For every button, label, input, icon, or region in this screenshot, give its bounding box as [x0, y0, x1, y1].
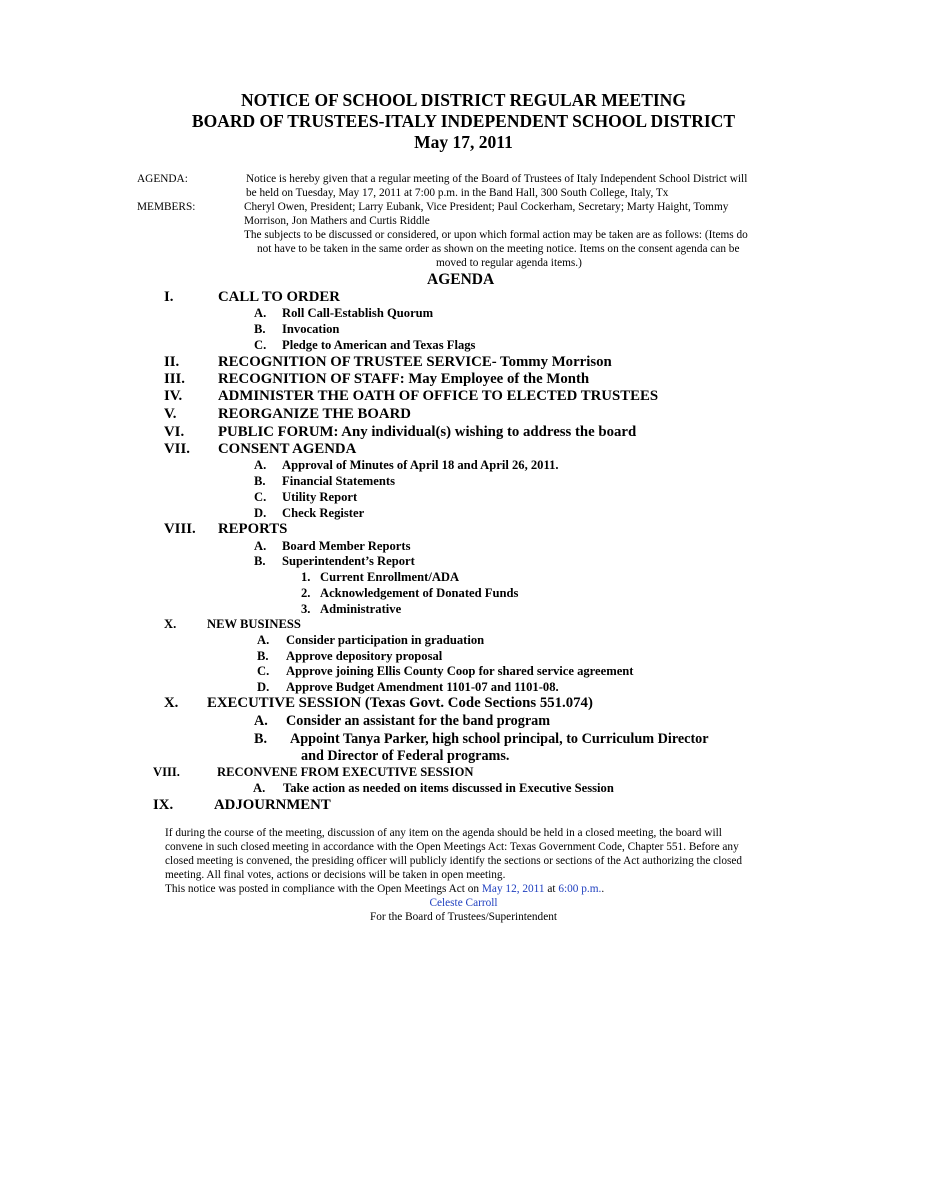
agenda-heading: AGENDA	[427, 271, 495, 288]
sub-ellis-county-coop: Approve joining Ellis County Coop for shared service agreement	[286, 664, 634, 678]
item-adjournment: ADJOURNMENT	[214, 797, 331, 813]
sub-letter: C.	[254, 490, 267, 504]
sub-invocation: Invocation	[282, 322, 340, 336]
item-reorganize-board: REORGANIZE THE BOARD	[218, 406, 411, 422]
item-reports: REPORTS	[218, 521, 288, 537]
agenda-label: AGENDA:	[137, 173, 188, 185]
posting-suffix: .	[601, 883, 605, 895]
sub-graduation: Consider participation in graduation	[286, 633, 485, 647]
item-staff-recognition: RECOGNITION OF STAFF: May Employee of the Month	[218, 371, 590, 387]
sub-letter: B.	[254, 554, 266, 568]
sub-letter: D.	[254, 506, 267, 520]
item-new-business: NEW BUSINESS	[207, 617, 301, 631]
sub-number: 3.	[301, 602, 311, 616]
item-executive-session: EXECUTIVE SESSION (Texas Govt. Code Sections 551.074)	[207, 695, 593, 711]
item-reconvene: RECONVENE FROM EXECUTIVE SESSION	[217, 765, 474, 779]
sub-utility-report: Utility Report	[282, 490, 358, 504]
sub-letter: A.	[254, 539, 267, 553]
closed-meeting-notice-line2: convene in such closed meeting in accordance with the Open Meetings Act: Texas Government Code, Chapter 551. Before any	[165, 841, 739, 853]
sub-letter: A.	[254, 306, 267, 320]
posting-time: 6:00 p.m.	[558, 883, 602, 895]
sub-letter: A.	[257, 633, 270, 647]
closed-meeting-notice-line1: If during the course of the meeting, discussion of any item on the agenda should be held in a closed meeting, the board will	[165, 827, 722, 839]
sub-pledge: Pledge to American and Texas Flags	[282, 338, 476, 352]
signer-role: For the Board of Trustees/Superintendent	[369, 911, 557, 923]
item-number: VIII.	[164, 521, 196, 537]
sub-depository: Approve depository proposal	[286, 649, 443, 663]
posting-at: at	[544, 883, 559, 895]
item-number: IV.	[164, 388, 183, 404]
subjects-line1: The subjects to be discussed or considered, or upon which formal action may be taken are as follows: (Items do	[244, 229, 748, 241]
sub-superintendent-report: Superintendent’s Report	[282, 554, 415, 568]
sub-number: 1.	[301, 570, 311, 584]
item-trustee-recognition: RECOGNITION OF TRUSTEE SERVICE- Tommy Morrison	[218, 354, 612, 370]
closed-meeting-notice-line3: closed meeting is convened, the presiding officer will publicly identify the sections or sections of the Act authorizing the closed	[165, 855, 743, 867]
sub-letter: C.	[254, 338, 267, 352]
signer-name: Celeste Carroll	[429, 897, 498, 909]
item-number: X.	[164, 695, 179, 711]
item-number: III.	[164, 371, 185, 387]
subjects-line3: moved to regular agenda items.)	[436, 257, 582, 269]
subjects-line2: not have to be taken in the same order as shown on the meeting notice. Items on the consent agenda can be	[257, 243, 740, 255]
item-number: II.	[164, 354, 180, 370]
sub-appoint-parker-cont: and Director of Federal programs.	[301, 748, 510, 764]
sub-enrollment: Current Enrollment/ADA	[320, 570, 460, 584]
notice-title: NOTICE OF SCHOOL DISTRICT REGULAR MEETING	[241, 90, 686, 110]
sub-number: 2.	[301, 586, 311, 600]
item-number: VI.	[164, 424, 185, 440]
sub-letter: A.	[253, 781, 266, 795]
sub-letter: D.	[257, 680, 270, 694]
sub-minutes: Approval of Minutes of April 18 and April 26, 2011.	[282, 458, 559, 472]
sub-donated-funds: Acknowledgement of Donated Funds	[320, 586, 519, 600]
sub-letter: C.	[257, 664, 270, 678]
item-number: IX.	[153, 797, 174, 813]
sub-letter: B.	[254, 474, 266, 488]
item-number: VII.	[164, 441, 190, 457]
sub-appoint-parker: Appoint Tanya Parker, high school principal, to Curriculum Director	[290, 731, 709, 747]
item-number: I.	[164, 289, 174, 305]
item-number: V.	[164, 406, 177, 422]
board-title: BOARD OF TRUSTEES-ITALY INDEPENDENT SCHOOL DISTRICT	[191, 111, 736, 131]
posting-prefix: This notice was posted in compliance with the Open Meetings Act on	[165, 883, 482, 895]
sub-financial-statements: Financial Statements	[282, 474, 395, 488]
sub-administrative: Administrative	[320, 602, 402, 616]
posting-date: May 12, 2011	[481, 883, 545, 895]
sub-take-action: Take action as needed on items discussed in Executive Session	[283, 781, 614, 795]
item-oath-of-office: ADMINISTER THE OATH OF OFFICE TO ELECTED TRUSTEES	[218, 388, 659, 404]
sub-roll-call: Roll Call-Establish Quorum	[282, 306, 434, 320]
item-consent-agenda: CONSENT AGENDA	[218, 441, 357, 457]
sub-letter: B.	[254, 731, 268, 747]
sub-board-member-reports: Board Member Reports	[282, 539, 411, 553]
sub-letter: A.	[254, 713, 268, 729]
closed-meeting-notice-line4: meeting. All final votes, actions or decisions will be taken in open meeting.	[165, 869, 506, 881]
sub-letter: A.	[254, 458, 267, 472]
item-number: X.	[164, 617, 177, 631]
item-call-to-order: CALL TO ORDER	[218, 289, 340, 305]
meeting-date: May 17, 2011	[414, 132, 513, 152]
agenda-text-line1: Notice is hereby given that a regular meeting of the Board of Trustees of Italy Independent School District will	[246, 173, 748, 185]
members-label: MEMBERS:	[137, 201, 196, 213]
sub-band-assistant: Consider an assistant for the band program	[286, 713, 551, 729]
item-number: VIII.	[153, 765, 180, 779]
sub-letter: B.	[254, 322, 266, 336]
agenda-text-line2: be held on Tuesday, May 17, 2011 at 7:00 p.m. in the Band Hall, 300 South College, Italy, Tx	[246, 187, 669, 199]
posting-notice	[165, 882, 604, 896]
item-public-forum: PUBLIC FORUM: Any individual(s) wishing to address the board	[218, 424, 637, 440]
members-line1: Cheryl Owen, President; Larry Eubank, Vice President; Paul Cockerham, Secretary; Marty Haight, Tommy	[244, 201, 729, 213]
sub-budget-amendment: Approve Budget Amendment 1101-07 and 1101-08.	[286, 680, 559, 694]
members-line2: Morrison, Jon Mathers and Curtis Riddle	[244, 215, 430, 227]
sub-letter: B.	[257, 649, 269, 663]
sub-check-register: Check Register	[282, 506, 365, 520]
